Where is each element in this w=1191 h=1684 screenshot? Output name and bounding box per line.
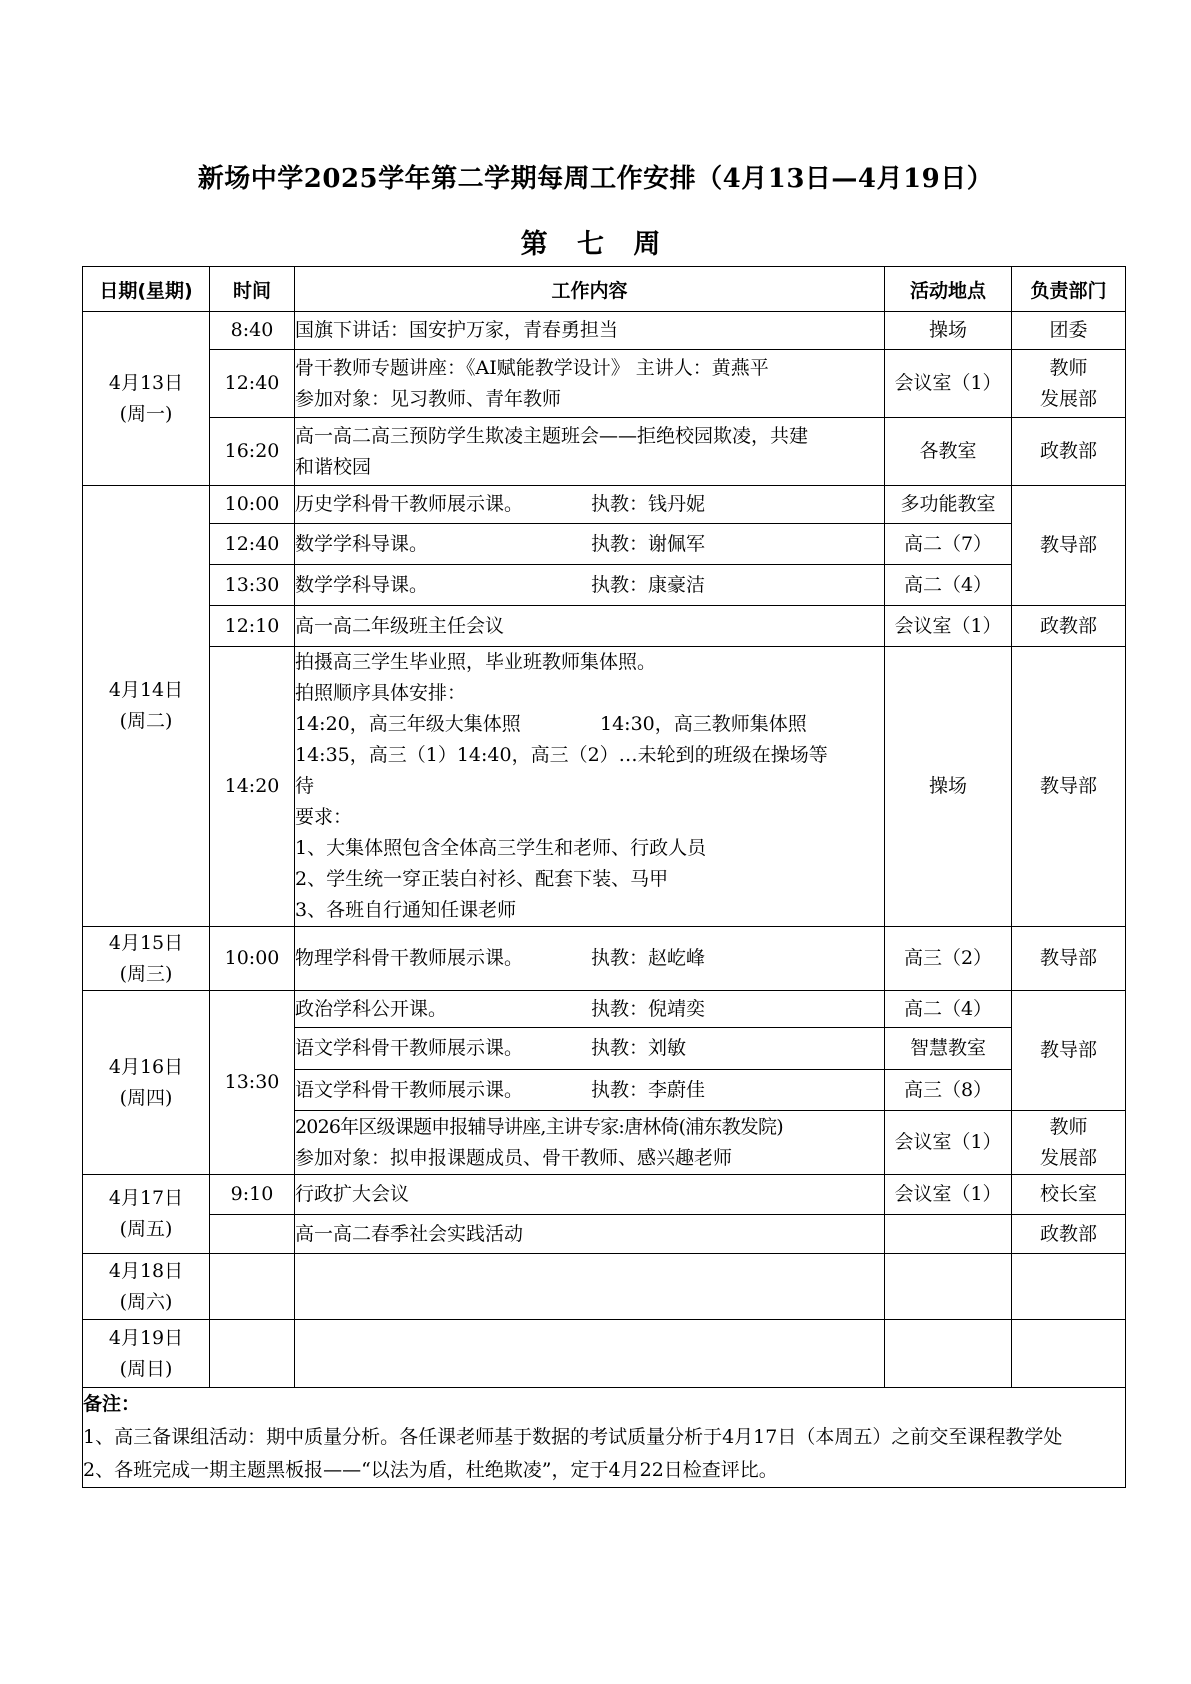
header-location: 活动地点 xyxy=(885,267,1012,312)
time-cell: 12:40 xyxy=(210,350,295,418)
dept-cell: 政教部 xyxy=(1012,1215,1126,1254)
dept-cell: 教师 发展部 xyxy=(1012,1111,1126,1175)
dept-cell xyxy=(1012,1320,1126,1388)
location-cell: 会议室（1） xyxy=(885,1111,1012,1175)
location-cell: 高二（4） xyxy=(885,565,1012,606)
week-label: 第 七 周 xyxy=(520,229,671,260)
content-cell: 国旗下讲话：国安护万家，青春勇担当 xyxy=(295,312,885,350)
content-cell: 语文学科骨干教师展示课。 执教：刘敏 xyxy=(295,1028,885,1070)
content-cell: 物理学科骨干教师展示课。 执教：赵屹峰 xyxy=(295,927,885,991)
header-time: 时间 xyxy=(210,267,295,312)
location-cell xyxy=(885,1215,1012,1254)
date-cell-fri xyxy=(83,1175,210,1254)
table-row xyxy=(83,927,1126,991)
location-cell xyxy=(885,1320,1012,1388)
date-text: 4月14日 xyxy=(108,679,184,701)
table-row xyxy=(83,1175,1126,1215)
time-cell: 13:30 xyxy=(210,565,295,606)
location-cell: 各教室 xyxy=(885,418,1012,486)
time-cell: 12:40 xyxy=(210,524,295,565)
content-cell xyxy=(295,1254,885,1320)
table-row xyxy=(83,350,1126,418)
date-cell-sun xyxy=(83,1320,210,1388)
location-cell xyxy=(885,1254,1012,1320)
table-row xyxy=(83,486,1126,524)
content-cell: 语文学科骨干教师展示课。 执教：李蔚佳 xyxy=(295,1070,885,1111)
date-cell-sat xyxy=(83,1254,210,1320)
weekday-text: (周一) xyxy=(119,402,173,425)
content-cell: 高一高二年级班主任会议 xyxy=(295,606,885,647)
time-cell: 10:00 xyxy=(210,486,295,524)
content-cell xyxy=(295,1320,885,1388)
weekday-text: (周三) xyxy=(119,962,173,985)
location-cell: 高二（4） xyxy=(885,991,1012,1028)
dept-cell: 教导部 xyxy=(1012,647,1126,927)
table-row xyxy=(83,312,1126,350)
dept-cell: 教师 发展部 xyxy=(1012,350,1126,418)
table-row xyxy=(83,1254,1126,1320)
date-cell-mon xyxy=(83,312,210,486)
content-cell: 政治学科公开课。 执教：倪靖奕 xyxy=(295,991,885,1028)
note-2: 2、各班完成一期主题黑板报——“以法为盾，杜绝欺凌”，定于4月22日检查评比。 xyxy=(83,1459,778,1481)
content-cell: 数学学科导课。 执教：谢佩军 xyxy=(295,524,885,565)
location-cell: 会议室（1） xyxy=(885,350,1012,418)
weekday-text: (周二) xyxy=(119,710,173,732)
weekday-text: (周日) xyxy=(119,1357,173,1380)
header-row xyxy=(83,267,1126,312)
date-cell-wed xyxy=(83,927,210,991)
content-cell: 高一高二春季社会实践活动 xyxy=(295,1215,885,1254)
page-title: 新场中学2025学年第二学期每周工作安排（4月13日—4月19日） xyxy=(197,164,994,194)
table-row xyxy=(83,418,1126,486)
date-text: 4月13日 xyxy=(108,371,184,394)
schedule-table xyxy=(82,266,1126,1488)
date-text: 4月15日 xyxy=(108,931,184,954)
time-cell xyxy=(210,1254,295,1320)
content-cell: 高一高二高三预防学生欺凌主题班会——拒绝校园欺凌，共建 和谐校园 xyxy=(295,418,885,486)
content-cell: 行政扩大会议 xyxy=(295,1175,885,1215)
dept-cell: 校长室 xyxy=(1012,1175,1126,1215)
date-text: 4月18日 xyxy=(108,1259,184,1282)
table-row xyxy=(83,1215,1126,1254)
dept-cell: 教导部 xyxy=(1012,991,1126,1111)
time-cell: 16:20 xyxy=(210,418,295,486)
location-cell: 高三（8） xyxy=(885,1070,1012,1111)
table-row xyxy=(83,524,1126,565)
location-cell: 智慧教室 xyxy=(885,1028,1012,1070)
header-dept: 负责部门 xyxy=(1012,267,1126,312)
dept-cell: 教导部 xyxy=(1012,486,1126,606)
header-content: 工作内容 xyxy=(295,267,885,312)
content-cell: 骨干教师专题讲座：《AI赋能教学设计》 主讲人：黄燕平 参加对象：见习教师、青年教师 xyxy=(295,350,885,418)
weekday-text: (周六) xyxy=(119,1290,173,1313)
time-cell xyxy=(210,1320,295,1388)
content-cell: 数学学科导课。 执教：康豪洁 xyxy=(295,565,885,606)
time-cell: 10:00 xyxy=(210,927,295,991)
dept-cell: 团委 xyxy=(1012,312,1126,350)
notes-label: 备注： xyxy=(83,1393,141,1415)
location-cell: 多功能教室 xyxy=(885,486,1012,524)
content-cell: 拍摄高三学生毕业照，毕业班教师集体照。 拍照顺序具体安排： 14:20，高三年级大集体照 14:30，高三教师集体照 14:35，高三（1）14:40，高三（2）…未轮到的班级在操场等 待 要求： 1、大集体照包含全体高三学生和老师、行政人员 2、学生统一穿正装白衬衫、配套下装、马甲 3、各班自行通知任课老师 xyxy=(295,647,885,927)
table-row xyxy=(83,991,1126,1028)
dept-cell: 政教部 xyxy=(1012,606,1126,647)
location-cell: 会议室（1） xyxy=(885,606,1012,647)
date-cell-thu xyxy=(83,991,210,1175)
dept-cell xyxy=(1012,1254,1126,1320)
weekday-text: (周四) xyxy=(119,1086,173,1109)
dept-cell: 政教部 xyxy=(1012,418,1126,486)
date-cell-tue xyxy=(83,486,210,927)
date-text: 4月19日 xyxy=(108,1326,184,1349)
time-cell: 12:10 xyxy=(210,606,295,647)
time-cell: 13:30 xyxy=(210,991,295,1175)
header-date: 日期(星期) xyxy=(83,267,210,312)
dept-cell: 教导部 xyxy=(1012,927,1126,991)
weekday-text: (周五) xyxy=(119,1218,173,1240)
location-cell: 会议室（1） xyxy=(885,1175,1012,1215)
table-row xyxy=(83,606,1126,647)
time-cell: 14:20 xyxy=(210,647,295,927)
time-cell: 8:40 xyxy=(210,312,295,350)
table-row xyxy=(83,565,1126,606)
content-cell: 历史学科骨干教师展示课。 执教：钱丹妮 xyxy=(295,486,885,524)
date-text: 4月17日 xyxy=(108,1187,184,1209)
content-cell: 2026年区级课题申报辅导讲座,主讲专家:唐林倚(浦东教发院) 参加对象：拟申报课题成员、骨干教师、感兴趣老师 xyxy=(295,1111,885,1175)
table-row xyxy=(83,647,1126,927)
location-cell: 操场 xyxy=(885,312,1012,350)
note-1: 1、高三备课组活动：期中质量分析。各任课老师基于数据的考试质量分析于4月17日（本周五）之前交至课程教学处 xyxy=(83,1426,1063,1448)
time-cell: 9:10 xyxy=(210,1175,295,1215)
location-cell: 高二（7） xyxy=(885,524,1012,565)
table-row xyxy=(83,1320,1126,1388)
notes-cell xyxy=(83,1388,1126,1488)
date-text: 4月16日 xyxy=(108,1055,184,1078)
notes-row xyxy=(83,1388,1126,1488)
location-cell: 高三（2） xyxy=(885,927,1012,991)
time-cell xyxy=(210,1215,295,1254)
location-cell: 操场 xyxy=(885,647,1012,927)
